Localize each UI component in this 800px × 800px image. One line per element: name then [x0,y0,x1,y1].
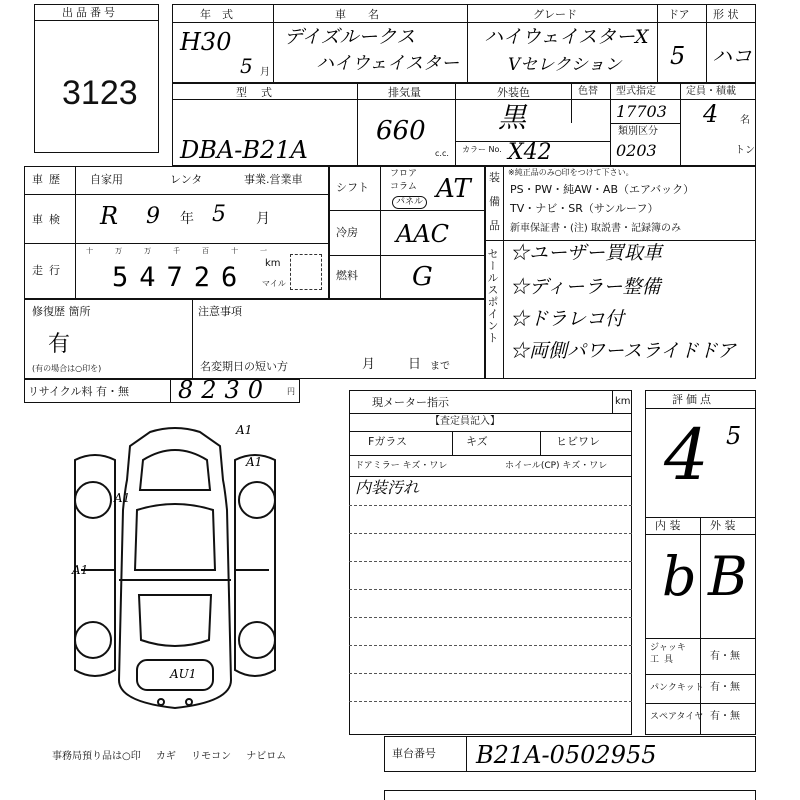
history-label: 車歴 [32,173,66,186]
year-label: 年 式 [200,8,233,21]
exterior-color-value: 黒 [498,101,527,134]
interior-value: b [662,545,697,608]
mileage-km: km [265,258,281,269]
mileage-value: 54726 [112,262,249,293]
inspection-label: 車検 [32,213,66,226]
recycle-value: 8230 [178,376,272,404]
displacement-value: 660 [376,116,426,146]
capacity-value: 4 [703,100,719,128]
sales-point-4: ☆両側パワースライドドア [510,340,736,362]
wheel-label: ホイール(CP) キズ・ワレ [505,461,608,471]
expiry-day-unit: 日 [408,357,422,372]
recycle-label: リサイクル料 有・無 [28,385,129,398]
mileage-label: 走行 [32,264,66,277]
damage-mark-front: A1 [236,423,253,437]
inspection-month-unit: 月 [256,211,270,227]
meter-unit: km [615,396,631,407]
windshield-crack: ヒビワレ [556,435,600,448]
inspector-note-1: 内装汚れ [355,478,420,497]
listing-number-value: 3123 [62,74,138,112]
expiry-month-unit: 月 [362,357,376,372]
interior-label: 内 装 [655,519,681,532]
inspection-year-unit: 年 [180,211,194,227]
equipment-label-2: 備 [489,195,500,208]
sales-point-3: ☆ドラレコ付 [510,308,625,330]
shift-panel: パネル [392,196,427,209]
persons-unit: 名 [740,115,750,126]
doors-label: ドア [668,8,690,21]
model-code-label: 型式 [236,86,286,99]
sales-points-label: セールスポイント [486,248,499,344]
grade-label: グレード [533,8,577,21]
history-rental: レンタ [170,173,203,186]
month-value: 5 [240,54,253,78]
doors-value: 5 [670,42,686,70]
history-private: 自家用 [90,173,123,186]
ac-label: 冷房 [336,226,358,239]
office-items: 事務局預り品は○印 カギ リモコン ナビロム [52,751,287,762]
spare-tire-options: 有・無 [710,711,740,722]
puncture-kit-options: 有・無 [710,682,740,693]
damage-mark-left: A1 [72,563,89,577]
windshield-label: Fガラス [368,435,407,448]
repair-value: 有 [48,332,71,357]
model-label: 車 名 [335,8,379,21]
puncture-kit-label: パンクキット [650,683,704,693]
month-unit: 月 [260,67,270,78]
grade-value: ハイウェイスターX [484,26,649,48]
color-no-value: X42 [508,140,552,165]
mileage-mile: マイル [262,279,286,288]
year-value: H30 [180,28,232,56]
equipment-line-3: 新車保証書・(注) 取説書・記録簿のみ [510,223,681,234]
score-label: 評価点 [672,393,714,406]
damage-mark-rear: AU1 [170,667,197,681]
mirror-label: ドアミラー キズ・ワレ [355,461,448,471]
notes-label: 注意事項 [198,305,242,318]
type-designation-value: 17703 [616,102,667,121]
equipment-line-2: TV・ナビ・SR（サンルーフ） [510,202,659,215]
shape-value: ハコ [712,44,752,68]
exterior-label: 外 装 [710,519,736,532]
ton-unit: トン [735,145,755,156]
windshield-scratch: キズ [466,435,488,448]
chassis-value: B21A-0502955 [476,741,657,769]
color-label-2: 色替 [578,86,598,97]
score-value: 4 [664,414,709,496]
grade-sub-value: Vセレクション [508,55,622,75]
exterior-color-label: 外装色 [497,86,530,99]
jack-label-2: 工具 [650,655,679,665]
chassis-label: 車台番号 [392,747,436,760]
jack-options: 有・無 [710,651,740,662]
recycle-unit: 円 [287,387,295,396]
sales-point-2: ☆ディーラー整備 [510,276,661,298]
capacity-label: 定員・積載 [686,86,736,97]
mileage-mile-box [290,254,322,290]
equipment-note: ※純正品のみ○印をつけて下さい。 [508,168,634,177]
fuel-value: G [412,262,433,292]
inspection-era: R [100,202,119,230]
listing-number-label: 出品番号 [62,6,118,19]
ac-value: AAC [396,220,450,248]
shift-column: コラム [390,182,417,192]
shape-label: 形 状 [713,8,739,21]
inspection-year: 9 [146,204,160,229]
color-no-label: カラー No. [462,145,502,154]
spare-tire-label: スペアタイヤ [650,712,704,722]
equipment-label-1: 装 [489,171,500,184]
expiry-label: 名変期日の短い方 [200,360,288,373]
type-designation-label: 型式指定 [616,86,656,97]
model-value: デイズルークス [284,26,416,48]
category-value: 0203 [616,141,657,160]
inspection-month: 5 [212,202,226,227]
meter-label: 現メーター指示 [372,396,449,409]
displacement-label: 排気量 [388,86,421,99]
bottom-strip [384,790,756,800]
score-decimal: 5 [726,422,742,450]
equipment-line-1: PS・PW・純AW・AB（エアバック） [510,183,695,196]
jack-label: ジャッキ [650,643,686,653]
model-sub-value: ハイウェイスター [316,53,460,74]
shift-floor: フロア [390,169,418,179]
fuel-label: 燃料 [336,269,358,282]
shift-value: AT [436,174,471,204]
inspector-heading: 【査定員記入】 [430,416,500,427]
shift-label: シフト [336,181,369,194]
damage-mark-left-front: A1 [114,491,131,505]
repair-label: 修復歴 箇所 [32,305,91,318]
category-label: 類別区分 [618,126,658,137]
exterior-value: B [708,545,748,608]
damage-mark-front-right: A1 [246,455,263,469]
sales-point-1: ☆ユーザー買取車 [510,242,663,264]
equipment-label-3: 品 [489,219,500,232]
cc-unit: c.c. [435,149,449,158]
mileage-digit-labels: 十万万千百十一 [86,247,289,255]
history-business: 事業.営業車 [244,173,303,186]
model-code-value: DBA-B21A [180,136,308,164]
expiry-until: まで [430,361,450,372]
repair-hint: (有の場合は○印を) [32,364,102,373]
